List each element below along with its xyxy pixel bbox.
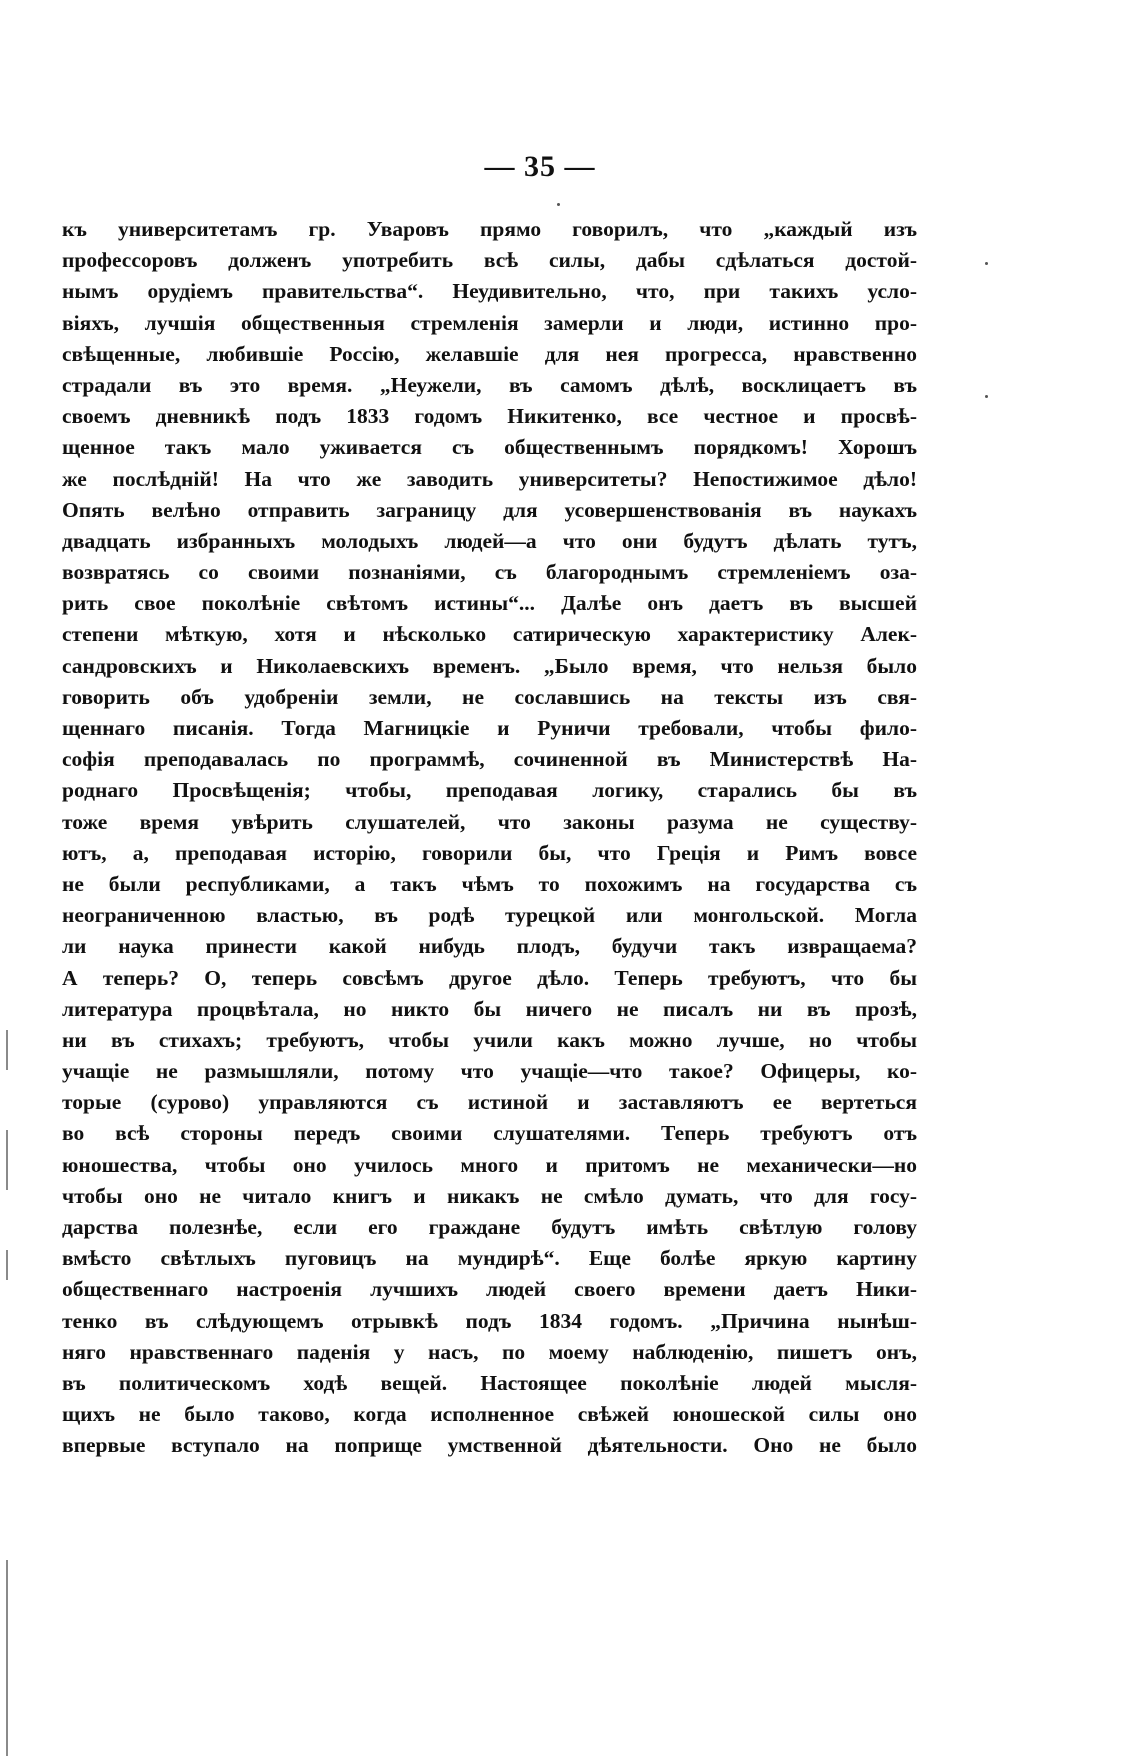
text-line: ни въ стихахъ; требуютъ, чтобы учили какъ можно лучше, но чтобы [62, 1027, 917, 1052]
text-line: софія преподавалась по программѣ, сочиненной въ Министерствѣ На- [62, 747, 917, 772]
text-line: страдали въ это время. „Неужели, въ самомъ дѣлѣ, восклицаетъ въ [62, 372, 917, 397]
text-line: не были республиками, а такъ чѣмъ то похожимъ на государства съ [62, 871, 917, 896]
text-line: говорить объ удобреніи земли, не сославшись на тексты изъ свя- [62, 684, 917, 709]
text-line: сандровскихъ и Николаевскихъ временъ. „Было время, что нельзя было [62, 653, 917, 678]
text-line: чтобы оно не читало книгъ и никакъ не смѣло думать, что для госу- [62, 1183, 917, 1208]
page-number: — 35 — [484, 150, 596, 183]
text-line: учащіе не размышляли, потому что учащіе—что такое? Офицеры, ко- [62, 1059, 917, 1084]
text-line: ютъ, а, преподавая исторію, говорили бы, что Греція и Римъ вовсе [62, 840, 917, 865]
text-line: тоже время увѣрить слушателей, что законы разума не существу- [62, 809, 917, 834]
text-line: профессоровъ долженъ употребить всѣ силы, дабы сдѣлаться достой- [62, 248, 917, 273]
text-line: вмѣсто свѣтлыхъ пуговицъ на мундирѣ“. Еще болѣе яркую картину [62, 1246, 917, 1271]
text-line: во всѣ стороны передъ своими слушателями. Теперь требуютъ отъ [62, 1121, 917, 1146]
text-line: рить свое поколѣніе свѣтомъ истины“... Далѣе онъ даетъ въ высшей [62, 591, 917, 616]
text-line: щихъ не было таково, когда исполненное свѣжей юношеской силы оно [62, 1402, 917, 1427]
speck-mark [985, 395, 988, 398]
text-line: возвратясь со своими познаніями, съ благороднымъ стремленіемъ оза- [62, 560, 917, 585]
body-text [62, 214, 917, 1462]
text-line: свѣщенные, любившіе Россію, желавшіе для нея прогресса, нравственно [62, 341, 917, 366]
text-line: дарства полезнѣе, если его граждане будутъ имѣть свѣтлую голову [62, 1215, 917, 1239]
text-line: нымъ орудіемъ правительства“. Неудивительно, что, при такихъ усло- [62, 279, 917, 304]
text-line: общественнаго настроенія лучшихъ людей своего времени даетъ Ники- [62, 1277, 917, 1302]
text-line: віяхъ, лучшія общественныя стремленія замерли и люди, истинно про- [62, 310, 917, 335]
text-line: торые (сурово) управляются съ истиной и заставляютъ ее вертеться [62, 1090, 917, 1115]
binding-edge-mark [6, 1250, 8, 1280]
text-line: щенное такъ мало уживается съ общественнымъ порядкомъ! Хорошъ [62, 435, 917, 460]
text-line: юношества, чтобы оно училось много и притомъ не механически—но [62, 1152, 917, 1177]
binding-edge-mark [6, 1560, 8, 1756]
text-line: своемъ дневникѣ подъ 1833 годомъ Никитенко, все честное и просвѣ- [62, 404, 917, 429]
text-line: въ политическомъ ходѣ вещей. Настоящее поколѣніе людей мысля- [62, 1370, 917, 1395]
binding-edge-mark [6, 1130, 8, 1190]
text-line: А теперь? О, теперь совсѣмъ другое дѣло. Теперь требуютъ, что бы [62, 965, 917, 990]
text-line: къ университетамъ гр. Уваровъ прямо говорилъ, что „каждый изъ [62, 217, 917, 241]
text-line: роднаго Просвѣщенія; чтобы, преподавая логику, старались бы въ [62, 778, 917, 803]
text-line: няго нравственнаго паденія у насъ, по моему наблюденію, пишетъ онъ, [62, 1339, 917, 1364]
text-line: двадцать избранныхъ молодыхъ людей—а что они будутъ дѣлать тутъ, [62, 528, 917, 553]
speck-mark [985, 262, 988, 265]
text-line: неограниченною властью, въ родѣ турецкой или монгольской. Могла [62, 903, 917, 928]
text-line: щеннаго писанія. Тогда Магницкіе и Руничи требовали, чтобы фило- [62, 716, 917, 740]
text-line: тенко въ слѣдующемъ отрывкѣ подъ 1834 годомъ. „Причина нынѣш- [62, 1308, 917, 1333]
text-line: ли наука принести какой нибудь плодъ, будучи такъ извращаема? [62, 934, 917, 959]
binding-edge-mark [6, 1030, 8, 1070]
text-line: впервые вступало на поприще умственной дѣятельности. Оно не было [62, 1433, 917, 1458]
text-line: Опять велѣно отправить заграницу для усовершенствованія въ наукахъ [62, 497, 917, 522]
text-line: литература процвѣтала, но никто бы ничего не писалъ ни въ прозѣ, [62, 996, 917, 1021]
text-line: степени мѣткую, хотя и нѣсколько сатирическую характеристику Алек- [62, 622, 917, 647]
text-line: же послѣдній! На что же заводить университеты? Непостижимое дѣло! [62, 466, 917, 491]
speck-mark [557, 203, 560, 206]
